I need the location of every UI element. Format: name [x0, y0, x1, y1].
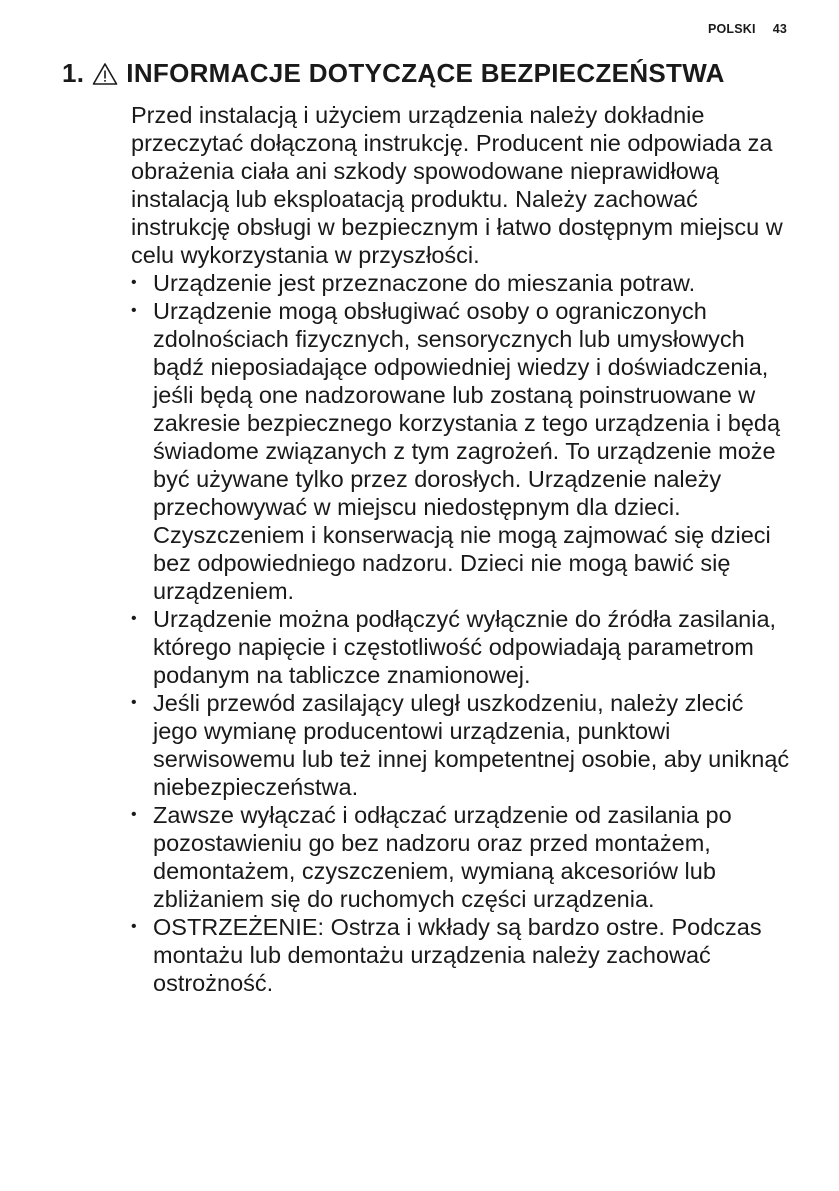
- list-item-text: Urządzenie można podłączyć wyłącznie do źródła zasilania, którego napięcie i częstotliwość odpowiadają parametrom podanym na tabliczce znamionowej.: [153, 606, 777, 688]
- list-item-text: Jeśli przewód zasilający uległ uszkodzeniu, należy zlecić jego wymianę producentowi urządzenia, punktowi serwisowemu lub też innej kompetentnej osobie, aby uniknąć niebezpieczeństwa.: [153, 690, 790, 800]
- list-item: [131, 269, 791, 297]
- list-item-text: Zawsze wyłączać i odłączać urządzenie od zasilania po pozostawieniu go bez nadzoru oraz przed montażem, demontażem, czyszczeniem, wymianą akcesoriów lub zbliżaniem się do ruchomych części urządzenia.: [153, 802, 732, 912]
- language-label: POLSKI: [707, 22, 756, 36]
- list-item-text: Urządzenie jest przeznaczone do mieszania potraw.: [153, 270, 696, 296]
- list-item-text: Urządzenie mogą obsługiwać osoby o ograniczonych zdolnościach fizycznych, sensorycznych lub umysłowych bądź nieposiadające odpowiedniej wiedzy i doświadczenia, jeśli będą one nadzorowane lub zostaną poinstruowane w zakresie bezpiecznego korzystania z tego urządzenia i będą świadome związanych z tym zagrożeń. To urządzenie może być używane tylko przez dorosłych. Urządzenie należy przechowywać w miejscu niedostępnym dla dzieci. Czyszczeniem i konserwacją nie mogą zajmować się dzieci bez odpowiedniego nadzoru. Dzieci nie mogą bawić się urządzeniem.: [153, 298, 781, 604]
- list-item: [131, 689, 791, 801]
- safety-bullet-list: [131, 269, 791, 997]
- bullet-icon: •: [131, 918, 137, 935]
- list-item: [131, 605, 791, 689]
- section-number: 1.: [62, 58, 85, 88]
- safety-content: [131, 101, 791, 997]
- bullet-icon: •: [131, 806, 137, 823]
- section-title: [62, 58, 725, 89]
- bullet-icon: •: [131, 274, 137, 291]
- intro-paragraph: Przed instalacją i użyciem urządzenia należy dokładnie przeczytać dołączoną instrukcję. Producent nie odpowiada za obrażenia ciała ani szkody spowodowane nieprawidłową instalacją lub eksploatacją produktu. Należy zachować instrukcję obsługi w bezpiecznym i łatwo dostępnym miejscu w celu wykorzystania w przyszłości.: [131, 102, 783, 268]
- list-item: [131, 801, 791, 913]
- section-title-text: INFORMACJE DOTYCZĄCE BEZPIECZEŃSTWA: [126, 58, 725, 88]
- list-item: [131, 297, 791, 605]
- bullet-icon: •: [131, 610, 137, 627]
- page-header: [708, 22, 787, 36]
- warning-triangle-icon: [92, 62, 118, 86]
- list-item-text: OSTRZEŻENIE: Ostrza i wkłady są bardzo ostre. Podczas montażu lub demontażu urządzenia należy zachować ostrożność.: [153, 914, 762, 996]
- bullet-icon: •: [131, 302, 137, 319]
- page-number: 43: [772, 22, 787, 36]
- bullet-icon: •: [131, 694, 137, 711]
- list-item: [131, 913, 791, 997]
